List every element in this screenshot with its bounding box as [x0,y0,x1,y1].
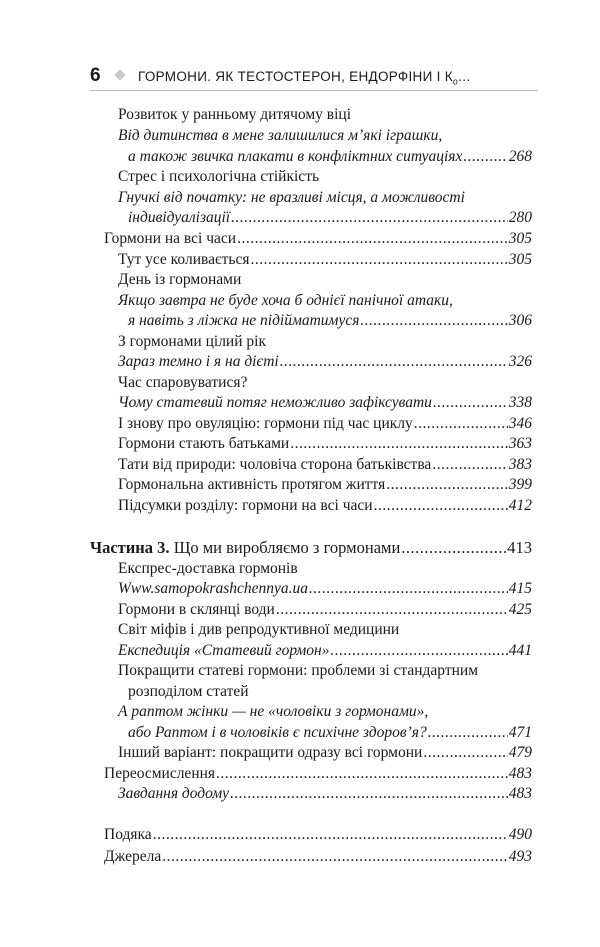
page-ref: 305 [508,251,532,268]
toc-entry: Гормональна активність протягом життя ..... 399 [118,474,532,495]
diamond-ornament-icon [114,69,125,80]
toc-entry: Гормони стають батьками ..... 363 [118,433,532,454]
toc-entry: Www.samopokrashchennya.ua ..... 415 [118,578,532,599]
toc-entry: Підсумки розділу: гормони на всі часи ..... 412 [118,495,532,516]
toc-entry: або Раптом і в чоловіків є психічне здоров’я? ..... 471 [128,722,532,743]
page-ref: 305 [508,230,532,247]
leader-dots [162,846,508,867]
page-ref: 413 [507,538,532,557]
leader-dots [276,599,508,620]
page-ref: 338 [508,394,532,411]
page-ref: 483 [508,785,532,802]
toc-entry: Тати від природи: чоловіча сторона батьківства ..... 383 [118,454,532,475]
page-ref: 268 [508,148,532,165]
page-ref: 471 [508,724,532,741]
page-ref: 383 [508,456,532,473]
leader-dots [432,454,507,475]
page-ref: 346 [508,415,532,432]
leader-dots [290,433,508,454]
leader-dots [414,413,508,434]
page-number: 6 [90,65,101,86]
toc-entry: Експрес-доставка гормонів [118,560,298,577]
page-ref: 483 [508,765,532,782]
toc-entry: розподілом статей [128,683,249,700]
toc-entry: Джерела ..... 493 [104,846,532,867]
running-head: ГОРМОНИ. ЯК ТЕСТОСТЕРОН, ЕНДОРФІНИ І $К_о$... [138,69,471,87]
leader-dots [230,783,508,804]
toc-entry: Час спаровуватися? [118,374,248,391]
page-ref: 415 [508,580,532,597]
toc-entry: Експедиція «Статевий гормон» ..... 441 [118,640,532,661]
leader-dots [216,763,508,784]
page-ref: 399 [508,476,532,493]
toc-entry: Від дитинства в мене залишилися м’які іграшки, [118,127,443,144]
toc-entry: Тут усе коливається ..... 305 [118,249,532,270]
leader-dots [423,742,507,763]
leader-dots [251,249,508,270]
leader-dots [433,392,508,413]
leader-dots [237,228,508,249]
toc-entry: Зараз темно і я на дієті ..... 326 [118,351,532,372]
toc-entry: Розвиток у ранньому дитячому віці [118,106,352,123]
leader-dots [309,578,508,599]
toc-entry: Гормони на всі часи ..... 305 [104,228,532,249]
toc-entry: Гнучкі від початку: не вразливі місця, а можливості [118,189,465,206]
page-ref: 441 [508,642,532,659]
toc-entry: Чому статевий потяг неможливо зафіксувати ..... 338 [118,392,532,413]
toc-entry: індивідуалізації ..... 280 [128,207,532,228]
page-ref: 493 [508,848,532,865]
toc-entry: Гормони в склянці води ..... 425 [118,599,532,620]
toc-entry: Світ міфів і див репродуктивної медицини [118,621,400,638]
page-ref: 363 [508,435,532,452]
toc-entry: Подяка ..... 490 [104,824,532,845]
leader-dots [231,207,508,228]
toc-entry: а також звичка плакати в конфліктних ситуаціях ..... 268 [128,146,532,167]
leader-dots [280,351,508,372]
page-ref: 490 [508,826,532,843]
leader-dots [360,310,507,331]
toc-entry: Завдання додому ..... 483 [118,783,532,804]
page-ref: 412 [508,497,532,514]
leader-dots [386,474,507,495]
leader-dots [374,495,508,516]
toc-entry: День із гормонами [118,271,242,288]
toc-entry: Інший варіант: покращити одразу всі гормони ..... 479 [118,742,532,763]
toc-entry: Стрес і психологічна стійкість [118,168,320,185]
leader-dots [428,722,508,743]
page-ref: 425 [508,601,532,618]
toc-entry: Покращити статеві гормони: проблеми зі стандартним [118,662,479,679]
page-ref: 326 [508,353,532,370]
running-header [90,64,538,91]
leader-dots [401,537,506,558]
leader-dots [330,640,507,661]
leader-dots [153,824,508,845]
page-ref: 280 [508,209,532,226]
toc-entry: З гормонами цілий рік [118,333,266,350]
page-ref: 306 [508,312,532,329]
part-heading: Частина 3. Що ми виробляємо з гормонами ..... 413 [90,537,532,558]
toc-entry: Якщо завтра не буде хоча б однієї панічної атаки, [118,292,453,309]
page-ref: 479 [508,744,532,761]
leader-dots [463,146,507,167]
toc-entry: А раптом жінки — не «чоловіки з гормонами», [118,703,429,720]
toc-entry: Переосмислення ..... 483 [104,763,532,784]
toc-entry: І знову про овуляцію: гормони під час циклу ..... 346 [118,413,532,434]
toc-entry: я навіть з ліжка не підійматимуся ..... 306 [128,310,532,331]
